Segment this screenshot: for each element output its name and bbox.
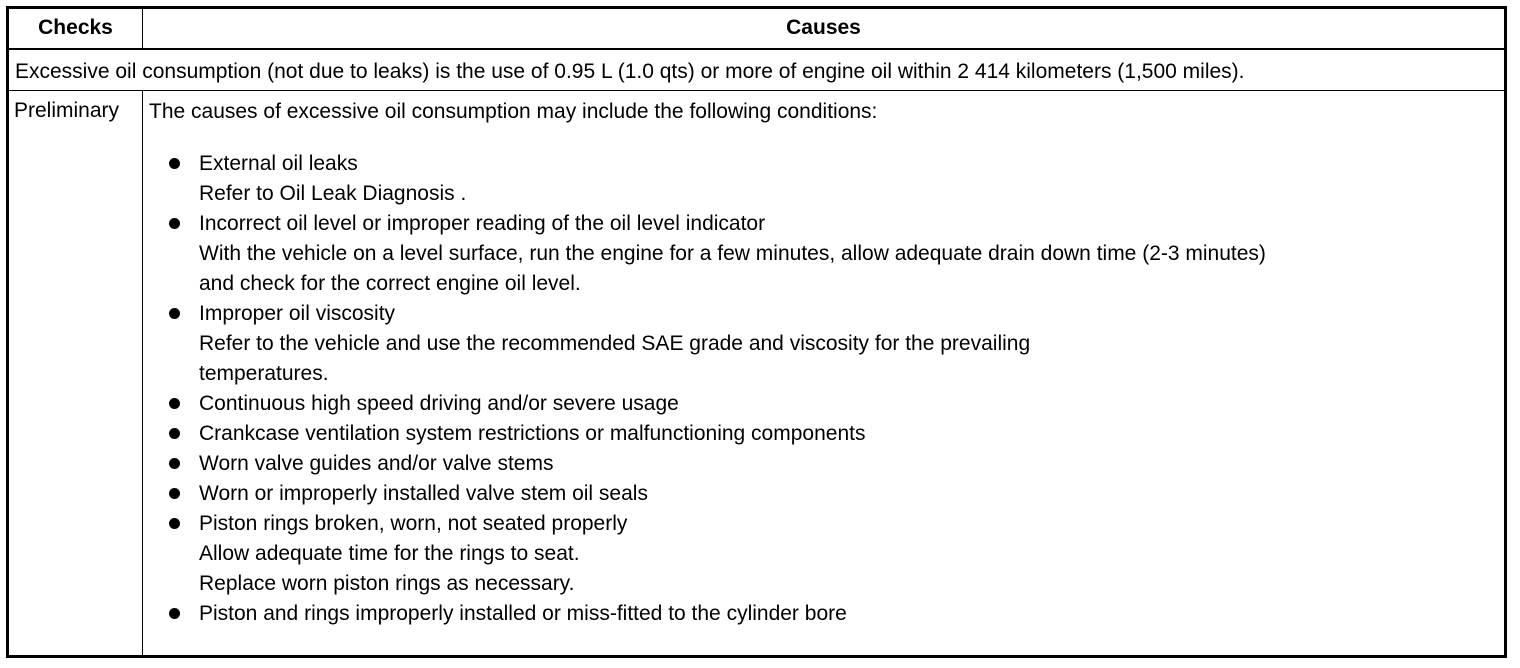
list-item — [149, 389, 1498, 419]
check-cell: Preliminary — [8, 91, 143, 657]
list-item — [149, 209, 1498, 299]
bullet-icon — [169, 608, 180, 619]
table-row — [8, 91, 1506, 657]
condition-title: Piston rings broken, worn, not seated properly — [199, 512, 628, 535]
intro-row — [8, 49, 1506, 91]
bullet-icon — [169, 458, 180, 469]
condition-title: Worn or improperly installed valve stem oil seals — [199, 482, 648, 505]
list-item — [149, 479, 1498, 509]
condition-detail: and check for the correct engine oil level. — [199, 272, 581, 295]
bullet-icon — [169, 308, 180, 319]
list-item — [149, 299, 1498, 389]
bullet-icon — [169, 428, 180, 439]
bullet-icon — [169, 518, 180, 529]
condition-detail: Refer to the vehicle and use the recommended SAE grade and viscosity for the prevailing — [199, 332, 1031, 355]
condition-detail: With the vehicle on a level surface, run the engine for a few minutes, allow adequate drain down time (2-3 minutes) — [199, 242, 1266, 265]
condition-detail: Replace worn piston rings as necessary. — [199, 572, 575, 595]
causes-column-header: Causes — [143, 8, 1506, 49]
condition-title: Piston and rings improperly installed or miss-fitted to the cylinder bore — [199, 602, 847, 625]
bullet-icon — [169, 158, 180, 169]
list-item — [149, 599, 1498, 629]
condition-title: Continuous high speed driving and/or severe usage — [199, 392, 679, 415]
bullet-icon — [169, 488, 180, 499]
checks-column-header: Checks — [8, 8, 143, 49]
condition-title: Worn valve guides and/or valve stems — [199, 452, 554, 475]
bullet-icon — [169, 398, 180, 409]
condition-title: Crankcase ventilation system restrictions or malfunctioning components — [199, 422, 866, 445]
list-item — [149, 509, 1498, 599]
condition-title: Incorrect oil level or improper reading of the oil level indicator — [199, 212, 766, 235]
diagnosis-table — [6, 6, 1507, 658]
condition-detail: Allow adequate time for the rings to seat. — [199, 542, 580, 565]
list-item — [149, 149, 1498, 209]
condition-title: External oil leaks — [199, 152, 358, 175]
condition-title: Improper oil viscosity — [199, 302, 396, 325]
bullet-icon — [169, 218, 180, 229]
intro-text: Excessive oil consumption (not due to leaks) is the use of 0.95 L (1.0 qts) or more of engine oil within 2 414 kilometers (1,500 miles). — [8, 49, 1506, 91]
table-header-row — [8, 8, 1506, 49]
causes-cell — [143, 91, 1506, 657]
conditions-list — [149, 149, 1498, 629]
list-item — [149, 449, 1498, 479]
list-item — [149, 419, 1498, 449]
condition-detail: temperatures. — [199, 362, 329, 385]
condition-detail: Refer to Oil Leak Diagnosis . — [199, 182, 467, 205]
causes-lead-text: The causes of excessive oil consumption may include the following conditions: — [149, 100, 878, 123]
